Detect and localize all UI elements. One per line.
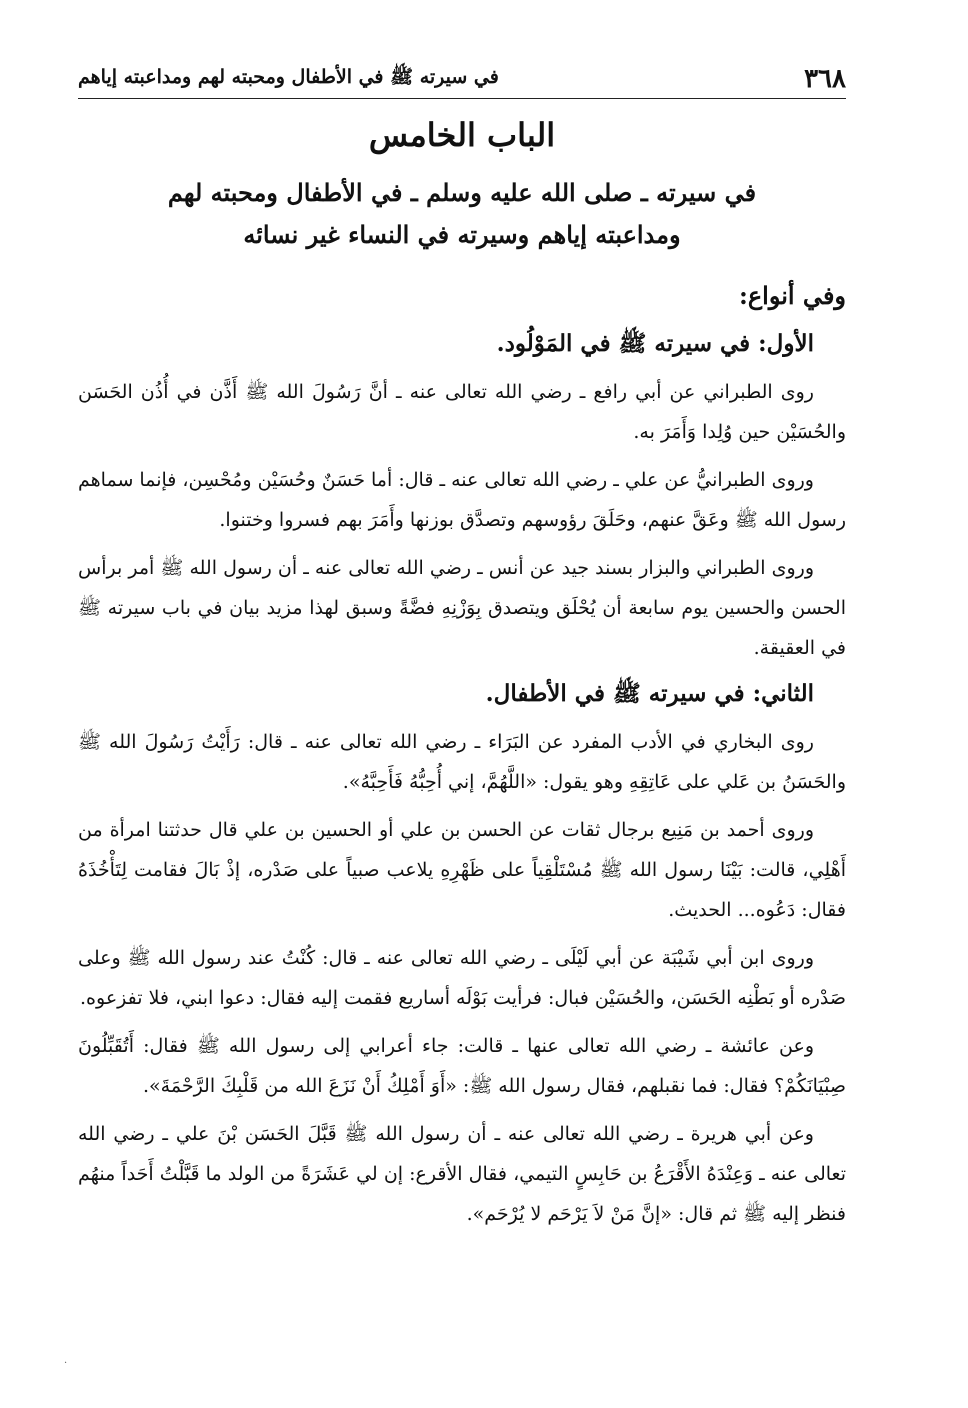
chapter-title: الباب الخامس bbox=[368, 116, 556, 154]
section-heading-1: الأول: في سيرته ﷺ في المَوْلُود. bbox=[496, 330, 814, 357]
scan-dot: · bbox=[64, 1358, 68, 1369]
chapter-subtitle bbox=[78, 172, 846, 256]
paragraph: روى الطبراني عن أبي رافع ـ رضي الله تعالى عنه ـ أنَّ رَسُولَ الله ﷺ أَذَّن في أُذُن الحَسَن والحُسَيْن حين وُلِدا وَأَمَرَ به. bbox=[78, 381, 846, 443]
intro-line: وفي أنواع: bbox=[738, 281, 846, 310]
page-header bbox=[78, 60, 846, 99]
chapter-subtitle-line-2: ومداعبته إياهم وسيرته في النساء غير نسائه bbox=[243, 220, 681, 249]
chapter-subtitle-line-1: في سيرته ـ صلى الله عليه وسلم ـ في الأطفال ومحبته لهم bbox=[167, 178, 757, 207]
running-title: في سيرته ﷺ في الأطفال ومحبته لهم ومداعبته إياهم bbox=[78, 66, 499, 88]
paragraph: روى البخاري في الأدب المفرد عن البَرَاء ـ رضي الله تعالى عنه ـ قال: رَأَيْتُ رَسُولَ الله ﷺ والحَسَنُ بن عَلي على عَاتِقِهِ وهو يقول: «اللَّهُمَّ، إني أُحِبُّهُ فَأَحِبَّهُ». bbox=[78, 731, 846, 793]
paragraph: وروى الطبراني والبزار بسند جيد عن أنس ـ رضي الله تعالى عنه ـ أن رسول الله ﷺ أمر برأس الحسن والحسين يوم سابعة أن يُحْلَق ويتصدق بِوَزْنِهِ فضَّةً وسبق لهذا مزيد بيان في باب سيرته ﷺ في العقيقة. bbox=[78, 557, 846, 659]
paragraph: وروى ابن أبي شَيْبَة عن أبي لَيْلَى ـ رضي الله تعالى عنه ـ قال: كُنْتُ عند رسول الله ﷺ وعلى صَدْره أو بَطْنِه الحَسَن، والحُسَيْن فبال: فرأيت بَوْلَه أساريع فقمت إليه فقال: دعوا ابني، فلا تفزعوه. bbox=[78, 947, 846, 1009]
paragraph: وروى أحمد بن مَنِيع برجال ثقات عن الحسن بن علي أو الحسين بن علي قال حدثتنا امرأة من أَهْلِي، قالت: بَيْنَا رسول الله ﷺ مُسْتَلْقِياً على ظَهْرِهِ يلاعب صبياً على صَدْره، إذْ بَالَ فقامت لِتَأْخُذَهُ فقال: دَعُوه... الحديث. bbox=[78, 819, 846, 921]
paragraph: وروى الطبرانيُّ عن علي ـ رضي الله تعالى عنه ـ قال: أما حَسَنٌ وحُسَيْن ومُحْسِن، فإنما سماهم رسول الله ﷺ وعَقَّ عنهم، وحَلَقَ رؤوسهم وتصدَّق بوزنها وأَمَرَ بهم فسروا وختنوا. bbox=[78, 469, 846, 531]
page-content bbox=[78, 112, 846, 1242]
section-heading-2: الثاني: في سيرته ﷺ في الأطفال. bbox=[485, 680, 814, 707]
paragraph: وعن أبي هريرة ـ رضي الله تعالى عنه ـ أن رسول الله ﷺ قَبَّلَ الحَسَن بْنَ علي ـ رضي الله تعالى عنه ـ وَعِنْدَهُ الأَقْرَعُ بن حَابِسٍ التيمي، فقال الأقرع: إن لي عَشَرَةً من الولد ما قَبَّلْتُ أَحَداً منهُم فنظر إليه ﷺ ثم قال: «إنَّ مَنْ لاَ يَرْحَم لا يُرْحَم». bbox=[78, 1123, 846, 1225]
page-number: ٣٦٨ bbox=[804, 64, 846, 94]
paragraph: وعن عائشة ـ رضي الله تعالى عنها ـ قالت: جاء أعرابي إلى رسول الله ﷺ فقال: أَتُقَبِّلُونَ صِبْيَانَكُمْ؟ فقال: فما نقبلهم، فقال رسول الله ﷺ: «أَوَ أَمْلِكُ أَنْ نَزَعَ الله من قَلْبِكَ الرَّحْمَةَ». bbox=[78, 1035, 846, 1097]
